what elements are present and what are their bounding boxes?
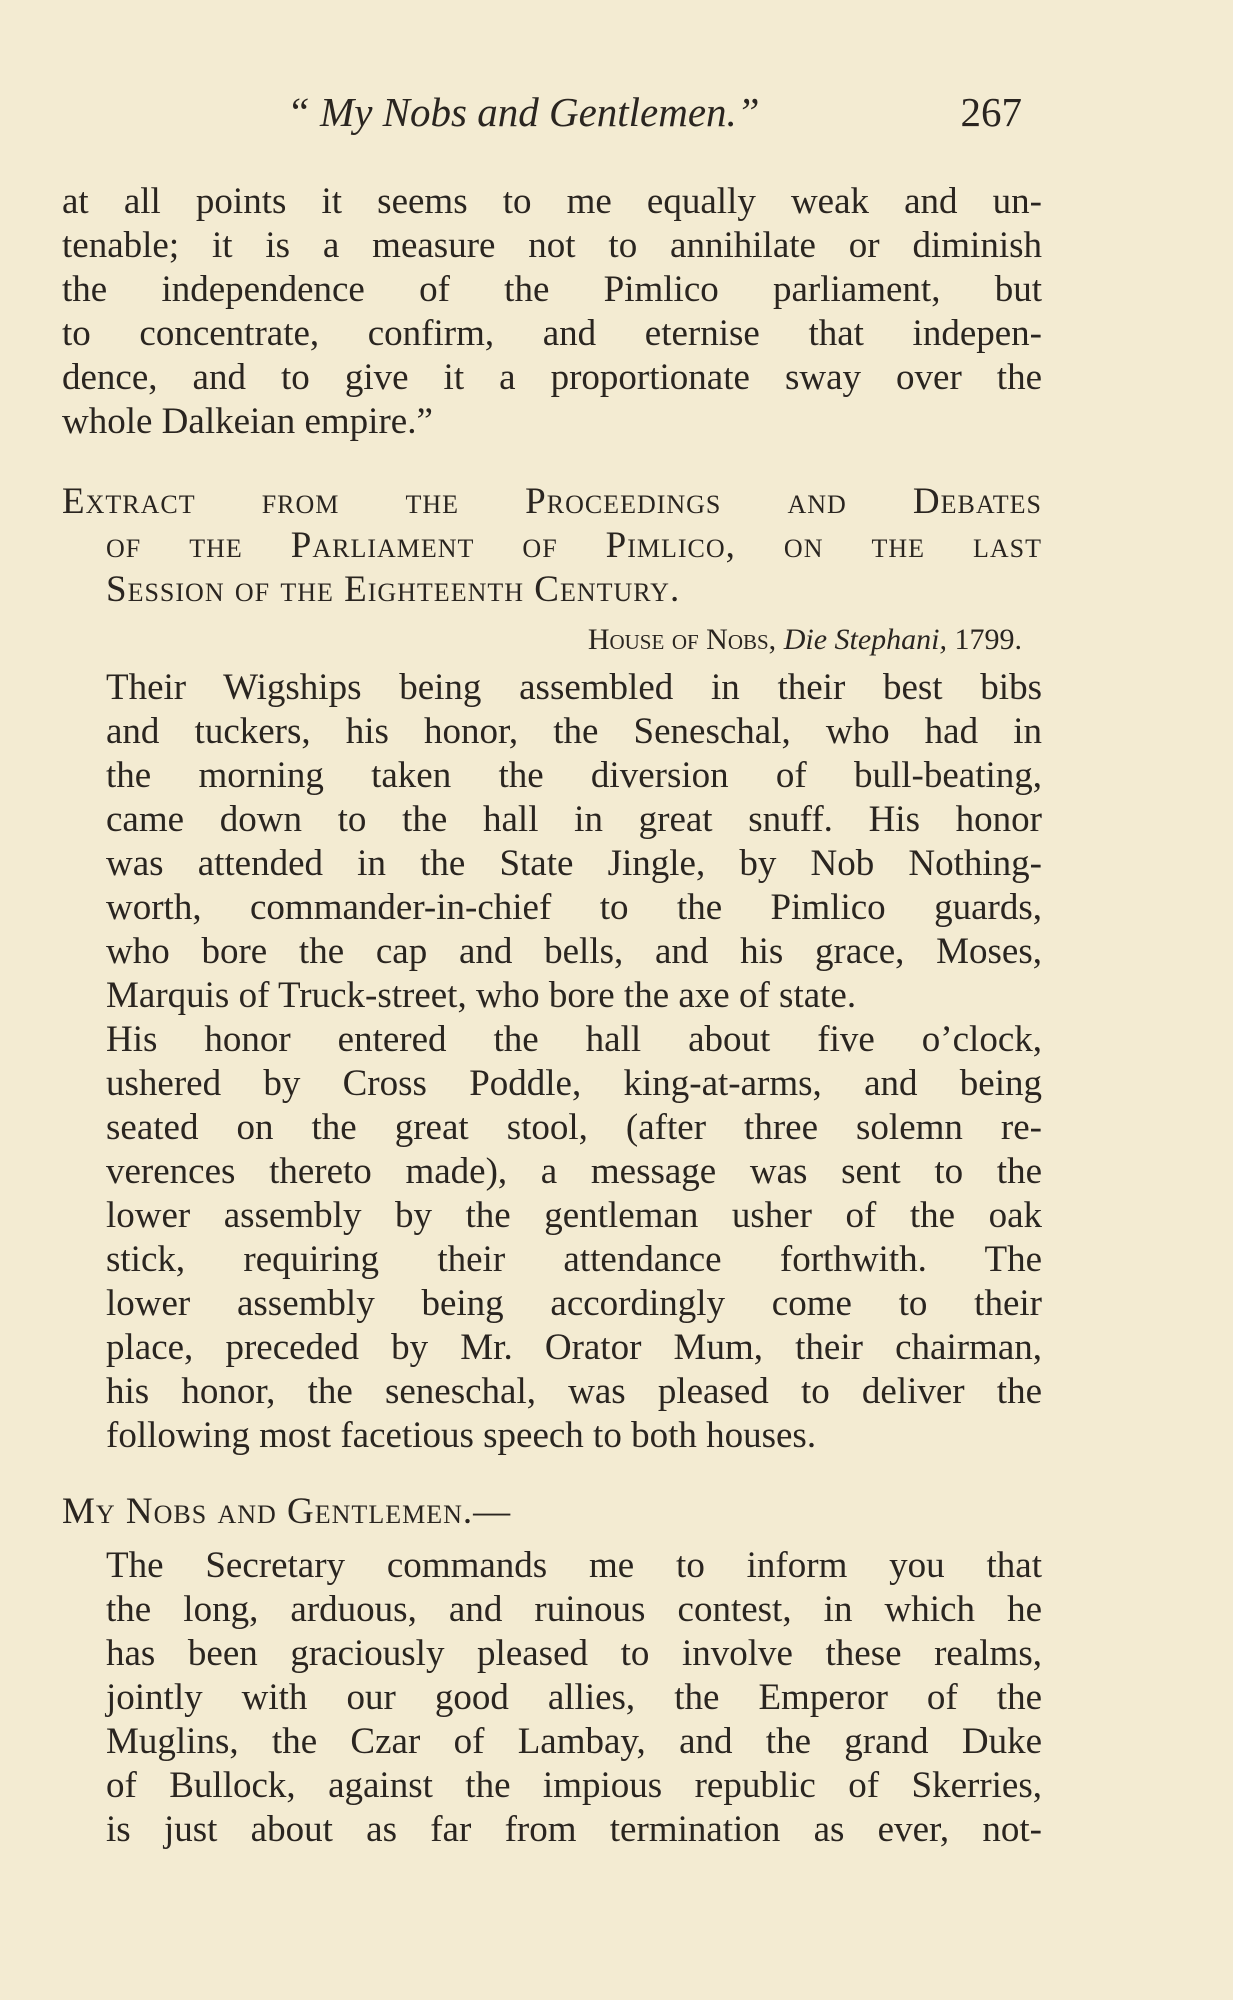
running-title: “ My Nobs and Gentlemen.” [287,89,760,135]
paragraph-3 [62,1018,1042,1458]
text-line: was attended in the State Jingle, by Nob Nothing- [106,843,1042,884]
text-line: The Secretary commands me to inform you that [106,1545,1042,1586]
text-line: the morning taken the diversion of bull-beating, [106,755,1042,796]
salutation: My Nobs and Gentlemen.— [62,1491,512,1532]
heading-line: Session of the Eighteenth Century. [106,569,681,610]
paragraph-4 [62,1544,1042,1852]
text-line: Marquis of Truck-street, who bore the axe of state. [106,975,857,1016]
paragraph-2 [62,666,1042,1018]
date-line [62,618,1042,662]
text-line: lower assembly being accordingly come to their [106,1283,1042,1324]
heading-line: of the Parliament of Pimlico, on the last [106,525,1042,566]
text-line: following most facetious speech to both houses. [106,1415,817,1456]
text-line: tenable; it is a measure not to annihilate or diminish [62,225,1042,266]
body-text [62,180,1042,1852]
page-number: 267 [960,89,1022,135]
text-line: seated on the great stool, (after three solemn re- [106,1107,1042,1148]
section-heading [62,480,1042,612]
heading-line: Extract from the Proceedings and Debates [62,481,1042,522]
house-label: House of Nobs, [587,623,777,656]
text-line: His honor entered the hall about five o’clock, [106,1019,1042,1060]
text-line: stick, requiring their attendance forthwith. The [106,1239,1042,1280]
text-line: and tuckers, his honor, the Seneschal, who had in [106,711,1042,752]
text-line: jointly with our good allies, the Emperor of the [106,1677,1042,1718]
text-line: whole Dalkeian empire.” [62,401,433,442]
book-page [62,0,1042,2000]
text-line: has been graciously pleased to involve these realms, [106,1633,1042,1674]
text-line: his honor, the seneschal, was pleased to deliver the [106,1371,1042,1412]
text-line: is just about as far from termination as ever, not- [106,1809,1042,1850]
date-year: 1799. [954,623,1022,656]
text-line: the long, arduous, and ruinous contest, in which he [106,1589,1042,1630]
text-line: at all points it seems to me equally weak and un- [62,181,1042,222]
page-header [62,88,1042,148]
text-line: came down to the hall in great snuff. His honor [106,799,1042,840]
text-line: worth, commander-in-chief to the Pimlico guards, [106,887,1042,928]
date-latin: Die Stephani, [783,623,947,656]
text-line: lower assembly by the gentleman usher of the oak [106,1195,1042,1236]
text-line: ushered by Cross Poddle, king-at-arms, and being [106,1063,1042,1104]
text-line: place, preceded by Mr. Orator Mum, their chairman, [106,1327,1042,1368]
text-line: who bore the cap and bells, and his grace, Moses, [106,931,1042,972]
text-line: Muglins, the Czar of Lambay, and the grand Duke [106,1721,1042,1762]
text-line: verences thereto made), a message was sent to the [106,1151,1042,1192]
text-line: dence, and to give it a proportionate sway over the [62,357,1042,398]
text-line: to concentrate, confirm, and eternise that indepen- [62,313,1042,354]
text-line: the independence of the Pimlico parliament, but [62,269,1042,310]
text-line: Their Wigships being assembled in their best bibs [106,667,1042,708]
paragraph-1 [62,180,1042,444]
text-line: of Bullock, against the impious republic of Skerries, [106,1765,1042,1806]
